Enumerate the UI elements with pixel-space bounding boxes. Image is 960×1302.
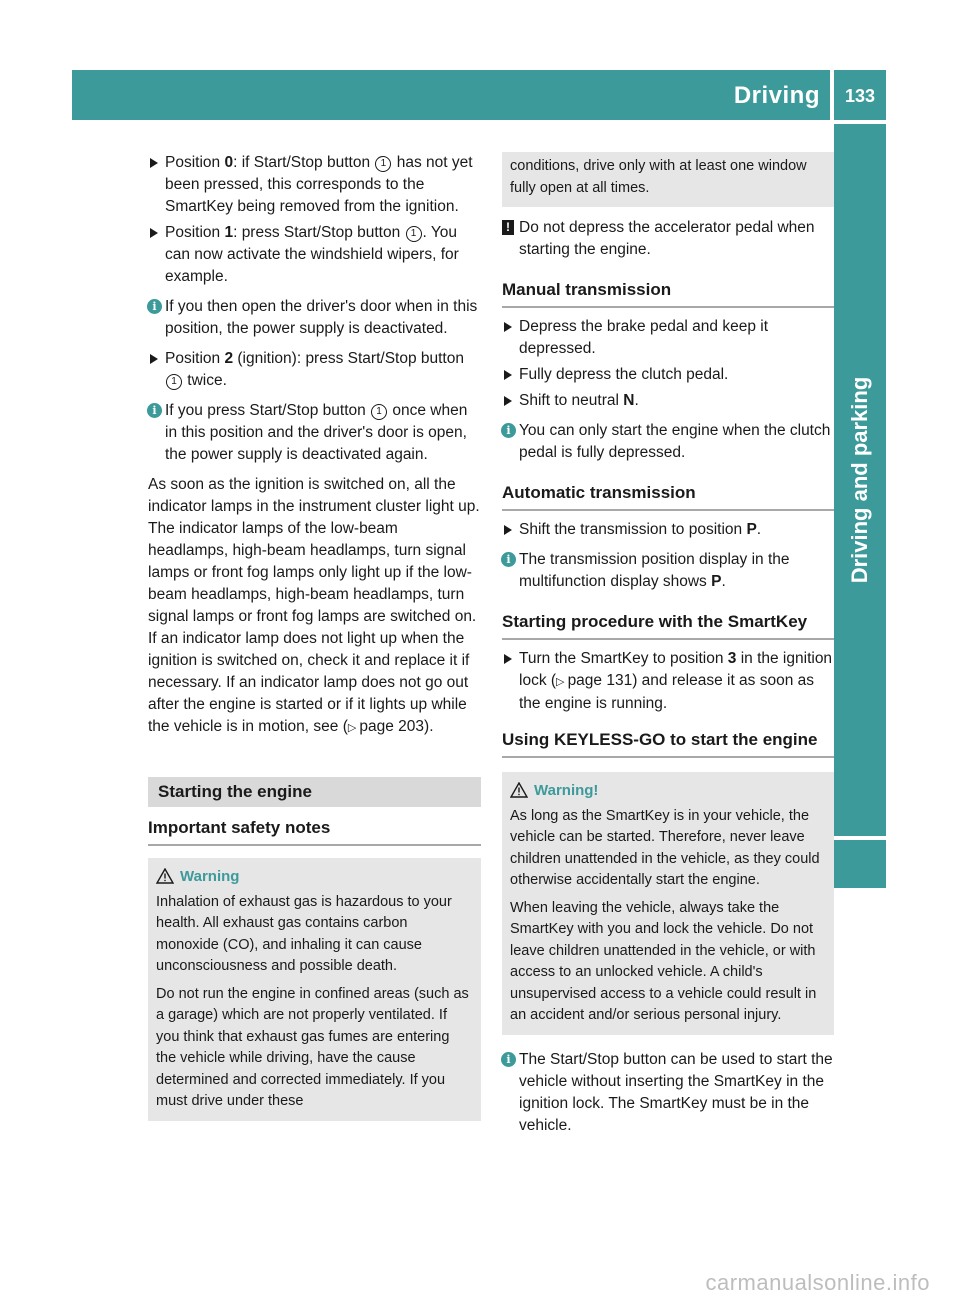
right-column — [502, 152, 834, 1145]
list-item: Position 0: if Start/Stop button 1 has not yet been pressed, this corresponds to the SmartKey being removed from the ignition. — [148, 152, 481, 218]
info-icon: i — [501, 1052, 516, 1067]
warning-paragraph: As long as the SmartKey is in your vehicle, the vehicle can be started. Therefore, never leave children unattended in the vehicle, as they could otherwise accidentally start the engine. — [510, 807, 820, 888]
left-column — [148, 152, 481, 1121]
list-item: Depress the brake pedal and keep it depressed. — [502, 316, 834, 360]
button-1-callout-icon: 1 — [375, 156, 391, 172]
page-ref-icon: ▷ — [347, 722, 360, 734]
info-note: i The Start/Stop button can be used to start the vehicle without inserting the SmartKey in the ignition lock. The SmartKey must be in the vehicle. — [502, 1049, 834, 1137]
info-icon: i — [501, 423, 516, 438]
section-heading: Starting the engine — [148, 777, 481, 807]
list-item: Position 2 (ignition): press Start/Stop button 1 twice. — [148, 348, 481, 392]
list-item: Turn the SmartKey to position 3 in the ignition lock (▷ page 131) and release it as soon as the engine is running. — [502, 648, 834, 715]
warning-paragraph: Inhalation of exhaust gas is hazardous to your health. All exhaust gas contains carbon monoxide (CO), and inhaling it can cause unconsciousness and possible death. — [156, 893, 452, 974]
button-1-callout-icon: 1 — [406, 226, 422, 242]
subheading: Manual transmission — [502, 269, 834, 308]
warning-box — [502, 772, 834, 1035]
warning-paragraph: When leaving the vehicle, always take the SmartKey with you and lock the vehicle. Do not leave children unattended in the vehicle, or with access to an unlocked vehicle. A child's unsupervised access to a vehicle could result in an accident and/or serious personal injury. — [510, 899, 817, 1023]
info-icon: i — [501, 552, 516, 567]
page-ref-icon: ▷ — [556, 676, 568, 688]
info-icon: i — [147, 403, 162, 418]
info-note: i If you then open the driver's door when in this position, the power supply is deactivated. — [148, 296, 481, 340]
page-reference-link[interactable]: page 203 — [359, 718, 425, 735]
list-item: Fully depress the clutch pedal. — [502, 364, 834, 386]
page-number-box — [834, 70, 886, 120]
warning-triangle-icon — [156, 868, 174, 884]
warning-paragraph: Do not run the engine in confined areas (such as a garage) which are not properly ventilated. If you think that exhaust gas fumes are entering the vehicle while driving, have the cause determined and corrected immediately. If you must drive under these — [156, 985, 469, 1109]
warning-triangle-icon — [510, 782, 528, 798]
section-side-label: Driving and parking — [847, 376, 872, 584]
info-note: i You can only start the engine when the clutch pedal is fully depressed. — [502, 420, 834, 464]
button-1-callout-icon: 1 — [371, 404, 387, 420]
warning-box — [148, 858, 481, 1121]
subheading: Starting procedure with the SmartKey — [502, 601, 834, 640]
subheading: Important safety notes — [148, 807, 481, 846]
exclamation-icon: ! — [502, 220, 514, 235]
caution-note: ! Do not depress the accelerator pedal when starting the engine. — [502, 217, 834, 261]
header-bar — [72, 70, 830, 120]
warning-box-continued — [502, 152, 834, 207]
side-tab-marker — [834, 840, 886, 888]
info-icon: i — [147, 299, 162, 314]
warning-title: Warning! — [510, 780, 826, 802]
warning-title: Warning — [156, 866, 473, 888]
list-item: Shift the transmission to position P. — [502, 519, 834, 541]
side-tab-strip — [834, 124, 886, 836]
warning-paragraph: conditions, drive only with at least one window fully open at all times. — [510, 158, 807, 196]
list-item: Position 1: press Start/Stop button 1 . You can now activate the windshield wipers, for example. — [148, 222, 481, 288]
subheading: Automatic transmission — [502, 472, 834, 511]
button-1-callout-icon: 1 — [166, 374, 182, 390]
page-number: 133 — [844, 86, 876, 106]
info-note: i The transmission position display in the multifunction display shows P. — [502, 549, 834, 593]
watermark: carmanualsonline.info — [705, 1270, 930, 1295]
body-paragraph: As soon as the ignition is switched on, all the indicator lamps in the instrument cluster light up. The indicator lamps of the low-beam headlamps, high-beam headlamps, turn signal lamps or front fog lamps only light up if the low-beam headlamps, high-beam headlamps, turn signal lamps or front fog lamps are switched on. If an indicator lamp does not light up when the ignition is switched on, check it and replace it if necessary. If an indicator lamp does not go out after the engine is started or if it lights up while the vehicle is in motion, see (▷ page 203). — [148, 476, 480, 735]
subheading: Using KEYLESS-GO to start the engine — [502, 719, 834, 758]
page-reference-link[interactable]: page 131 — [567, 672, 633, 689]
info-note: i If you press Start/Stop button 1 once when in this position and the driver's door is open, the power supply is deactivated again. — [148, 400, 481, 466]
chapter-title: Driving — [733, 82, 820, 109]
list-item: Shift to neutral N. — [502, 390, 834, 412]
